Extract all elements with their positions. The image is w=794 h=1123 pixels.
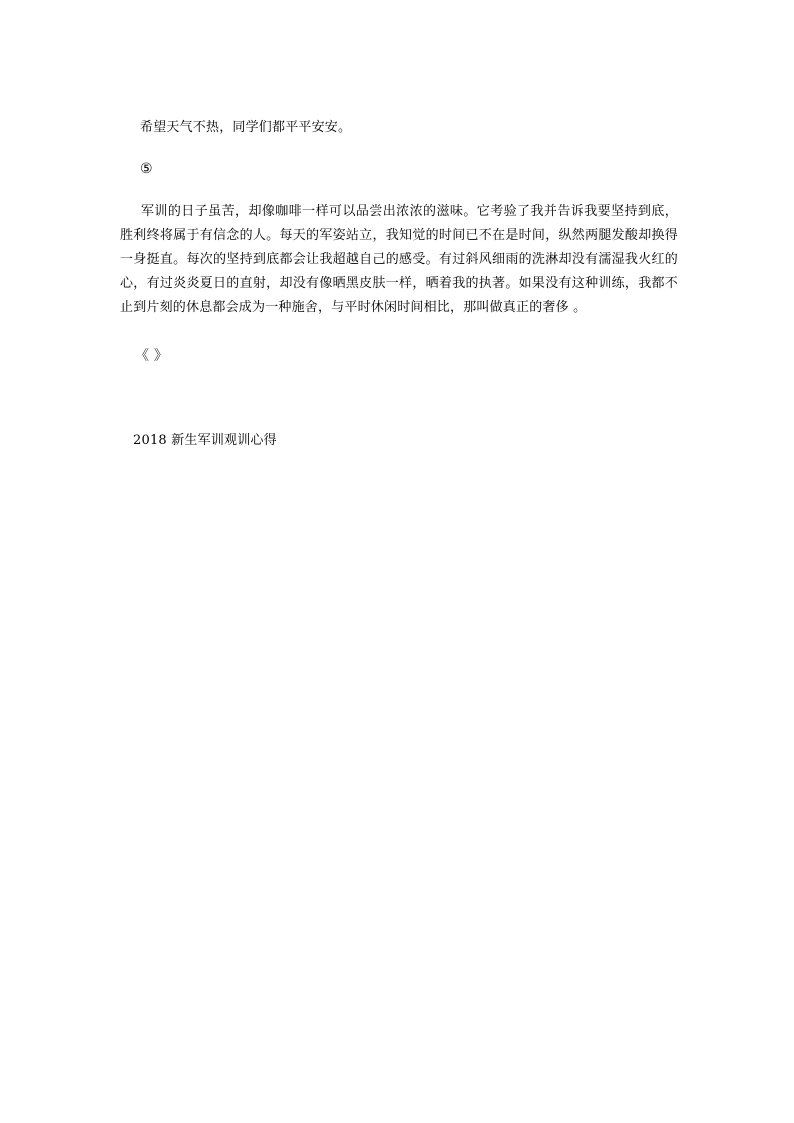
paragraph-military-training: 军训的日子虽苦，却像咖啡一样可以品尝出浓浓的滋味。它考验了我并告诉我要坚持到底，胜利终将属于有信念的人。每天的军姿站立，我知觉的时间已不在是时间，纵然两腿发酸却换得一身挺直。每次的坚持到底都会让我超越自己的感受。有过斜风细雨的洗淋却没有濡湿我火红的心，有过炎炎夏日的直射，却没有像晒黑皮肤一样，晒着我的执著。如果没有这种训练，我都不止到片刻的休息都会成为一种施舍，与平时休闲时间相比，那叫做真正的奢侈 。	[120, 204, 678, 315]
paragraph-wish: 希望天气不热，同学们都平平安安。	[140, 120, 352, 135]
navigation-brackets[interactable]: 《 》	[135, 348, 169, 364]
related-article-title[interactable]: 2018 新生军训观训心得	[133, 433, 277, 448]
section-number-marker: ⑤	[140, 161, 153, 177]
